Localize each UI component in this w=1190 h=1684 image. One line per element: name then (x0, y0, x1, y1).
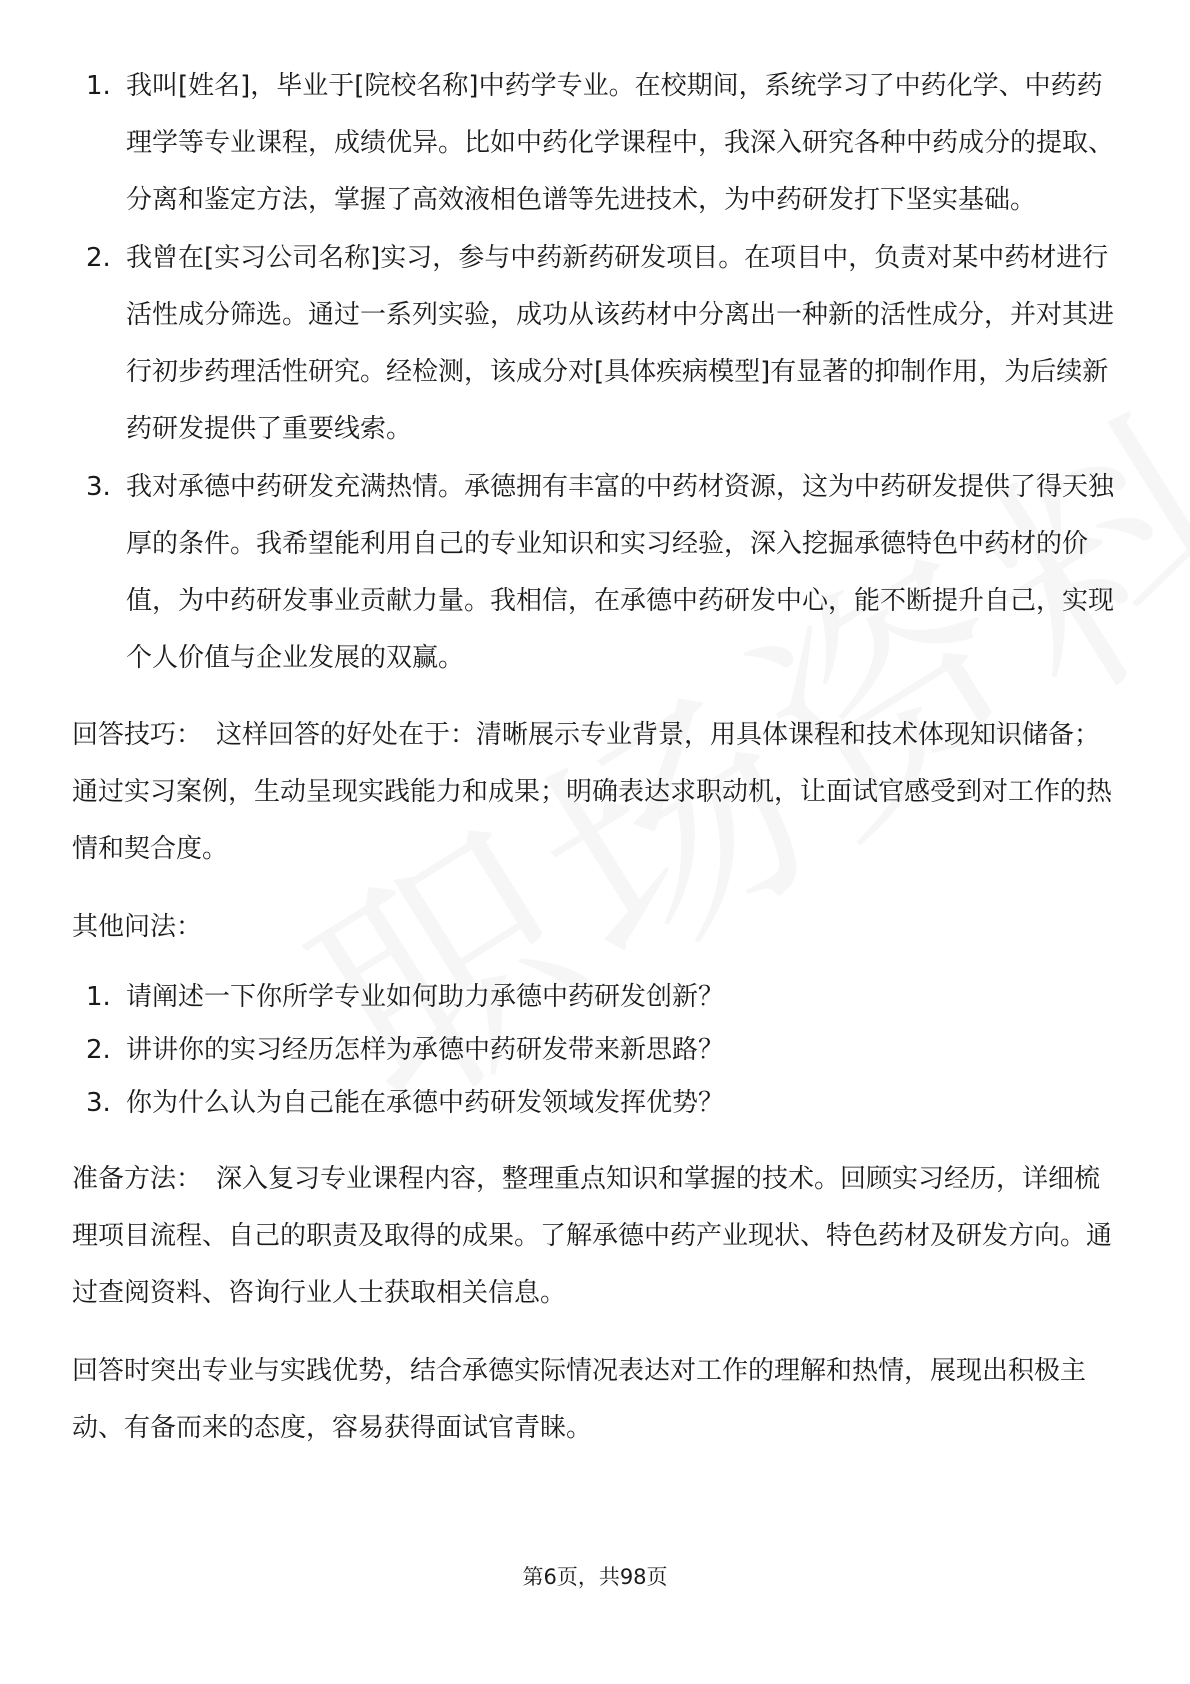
list-number: 1. (86, 982, 111, 1012)
list-item-text: 请阐述一下你所学专业如何助力承德中药研发创新？ (126, 982, 725, 1012)
answer-tips-text: 这样回答的好处在于：清晰展示专业背景，用具体课程和技术体现知识储备；通过实习案例，生动呈现实践能力和成果；明确表达求职动机，让面试官感受到对工作的热情和契合度。 (72, 720, 1113, 864)
list-item-text: 我叫[姓名]，毕业于[院校名称]中药学专业。在校期间，系统学习了中药化学、中药药理学等专业课程，成绩优异。比如中药化学课程中，我深入研究各种中药成分的提取、分离和鉴定方法，掌握了高效液相色谱等先进技术，为中药研发打下坚实基础。 (126, 71, 1115, 215)
list-item (72, 459, 1122, 687)
list-item (72, 1077, 1122, 1130)
list-item-text: 你为什么认为自己能在承德中药研发领域发挥优势？ (126, 1088, 725, 1118)
preparation-text: 深入复习专业课程内容，整理重点知识和掌握的技术。回顾实习经历，详细梳理项目流程、自己的职责及取得的成果。了解承德中药产业现状、特色药材及研发方向。通过查阅资料、咨询行业人士获取相关信息。 (72, 1164, 1113, 1308)
list-item (72, 1024, 1122, 1077)
page-content (72, 58, 1122, 1457)
list-item (72, 230, 1122, 458)
list-item (72, 971, 1122, 1024)
other-questions-list (72, 971, 1122, 1130)
other-questions-label: 其他问法： (72, 912, 203, 942)
list-number: 2. (86, 1035, 111, 1065)
page-footer: 第6页，共98页 (522, 1565, 668, 1589)
list-item-text: 讲讲你的实习经历怎样为承德中药研发带来新思路？ (126, 1035, 725, 1065)
preparation-paragraph (72, 1151, 1122, 1322)
list-number: 2. (86, 243, 111, 273)
list-number: 1. (86, 71, 111, 101)
summary-paragraph: 回答时突出专业与实践优势，结合承德实际情况表达对工作的理解和热情，展现出积极主动、有备而来的态度，容易获得面试官青睐。 (72, 1356, 1087, 1443)
list-number: 3. (86, 472, 111, 502)
list-number: 3. (86, 1088, 111, 1118)
list-item (72, 58, 1122, 229)
answer-tips-paragraph (72, 707, 1122, 878)
answer-tips-label: 回答技巧： (72, 720, 203, 750)
list-item-text: 我对承德中药研发充满热情。承德拥有丰富的中药材资源，这为中药研发提供了得天独厚的条件。我希望能利用自己的专业知识和实习经验，深入挖掘承德特色中药材的价值，为中药研发事业贡献力量。我相信，在承德中药研发中心，能不断提升自己，实现个人价值与企业发展的双赢。 (126, 472, 1115, 673)
answer-list (72, 58, 1122, 687)
list-item-text: 我曾在[实习公司名称]实习，参与中药新药研发项目。在项目中，负责对某中药材进行活性成分筛选。通过一系列实验，成功从该药材中分离出一种新的活性成分，并对其进行初步药理活性研究。经检测，该成分对[具体疾病模型]有显著的抑制作用，为后续新药研发提供了重要线索。 (126, 243, 1115, 444)
preparation-label: 准备方法： (72, 1164, 203, 1194)
